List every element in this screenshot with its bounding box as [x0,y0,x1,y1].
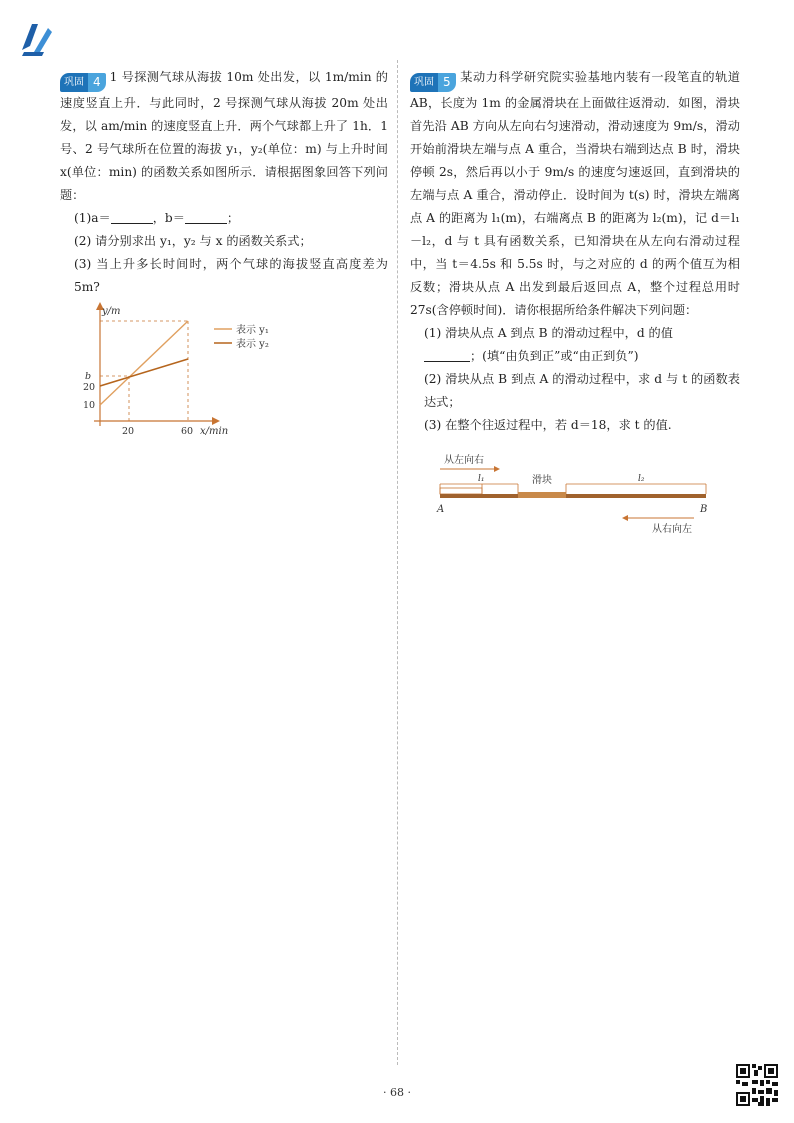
legend-y1: 表示 y₁ [236,325,269,336]
tick-60-x: 60 [181,426,194,437]
y-axis-label: y/m [102,306,121,317]
problem-5-q1: (1) 滑块从点 A 到点 B 的滑动过程中，d 的值 ；(填“由负到正”或“由正到负”) [424,326,673,363]
tick-10-y: 10 [83,400,96,411]
legend-y2: 表示 y₂ [236,339,269,350]
tick-20-y: 20 [83,382,96,393]
problem-4-intro: 巩固 4 1 号探测气球从海拔 10m 处出发，以 1m/min 的速度竖直上升．与此同时，2 号探测气球从海拔 20m 处出发，以 am/min 的速度竖直上升．两个气球都上升了 1h．1 号、2 号气球所在位置的海拔 y₁，y₂(单位：m) 与上升时间 x(单位：min) 的函数关系如图所示．请根据图象回答下列问题： [60,70,388,202]
arrow-right-head [494,466,500,472]
label-l2: l₂ [638,474,645,484]
problem-5 [410,66,740,437]
column-divider [397,60,398,1065]
slider-block [518,492,566,498]
point-A: A [437,504,445,515]
problem-4-q2: (2) 请分别求出 y₁，y₂ 与 x 的函数关系式； [74,234,312,248]
answer-blank-a[interactable] [111,209,153,224]
answer-blank-d[interactable] [424,347,470,362]
tick-b: b [85,371,92,382]
answer-blank-b[interactable] [185,209,227,224]
tick-20-x: 20 [122,426,135,437]
problem-4-q1: (1)a＝ ，b＝ ； [74,211,240,225]
label-slider: 滑块 [532,475,552,486]
problem-4-badge: 巩固 4 [60,73,106,92]
problem-4-q3: (3) 当上升多长时间时，两个气球的海拔竖直高度差为 5m? [74,257,388,294]
label-left-to-right: 从左向右 [444,455,484,466]
x-axis-label: x/min [200,426,229,437]
label-right-to-left: 从右向左 [652,524,692,535]
qr-code-icon [736,1064,778,1106]
x-axis-arrow [212,417,220,425]
problem-5-intro: 巩固 5 某动力科学研究院实验基地内装有一段笔直的轨道 AB，长度为 1m 的金属滑块在上面做往返滑动．如图，滑块首先沿 AB 方向从左向右匀速滑动，滑动速度为 9m/s，滑动开始前滑块左端与点 A 重合，当滑块右端到达点 B 时，滑块停顿 2s，然后再以小于 9m/s 的速度匀速返回，直到滑块的左端与点 A 重合，滑动停止．设时间为 t(s) 时，滑块左端离点 A 的距离为 l₁(m)，右端离点 B 的距离为 l₂(m)，记 d＝l₁－l₂，d 与 t 具有函数关系，已知滑块在从左向右滑动过程中，当 t＝4.5s 和 5.5s 时，与之对应的 d 的两个值互为相反数；滑块从点 A 出发到最后返回点 A，整个过程总用时 27s(含停顿时间)．请你根据所给条件解决下列问题： [410,70,740,317]
page-number: · 68 · [383,1086,411,1099]
problem-4 [60,66,388,299]
balloon-height-graph [72,296,292,446]
problem-5-q2: (2) 滑块从点 B 到点 A 的滑动过程中，求 d 与 t 的函数表达式； [424,372,740,409]
problem-5-badge: 巩固 5 [410,73,456,92]
arrow-left-head [622,515,628,521]
slider-start-outline [440,488,482,494]
rail [440,494,706,498]
label-l1: l₁ [478,474,485,484]
track-diagram [432,448,732,544]
point-B: B [700,504,708,515]
problem-5-q3: (3) 在整个往返过程中，若 d＝18，求 t 的值. [424,418,672,432]
publisher-logo [18,18,56,58]
